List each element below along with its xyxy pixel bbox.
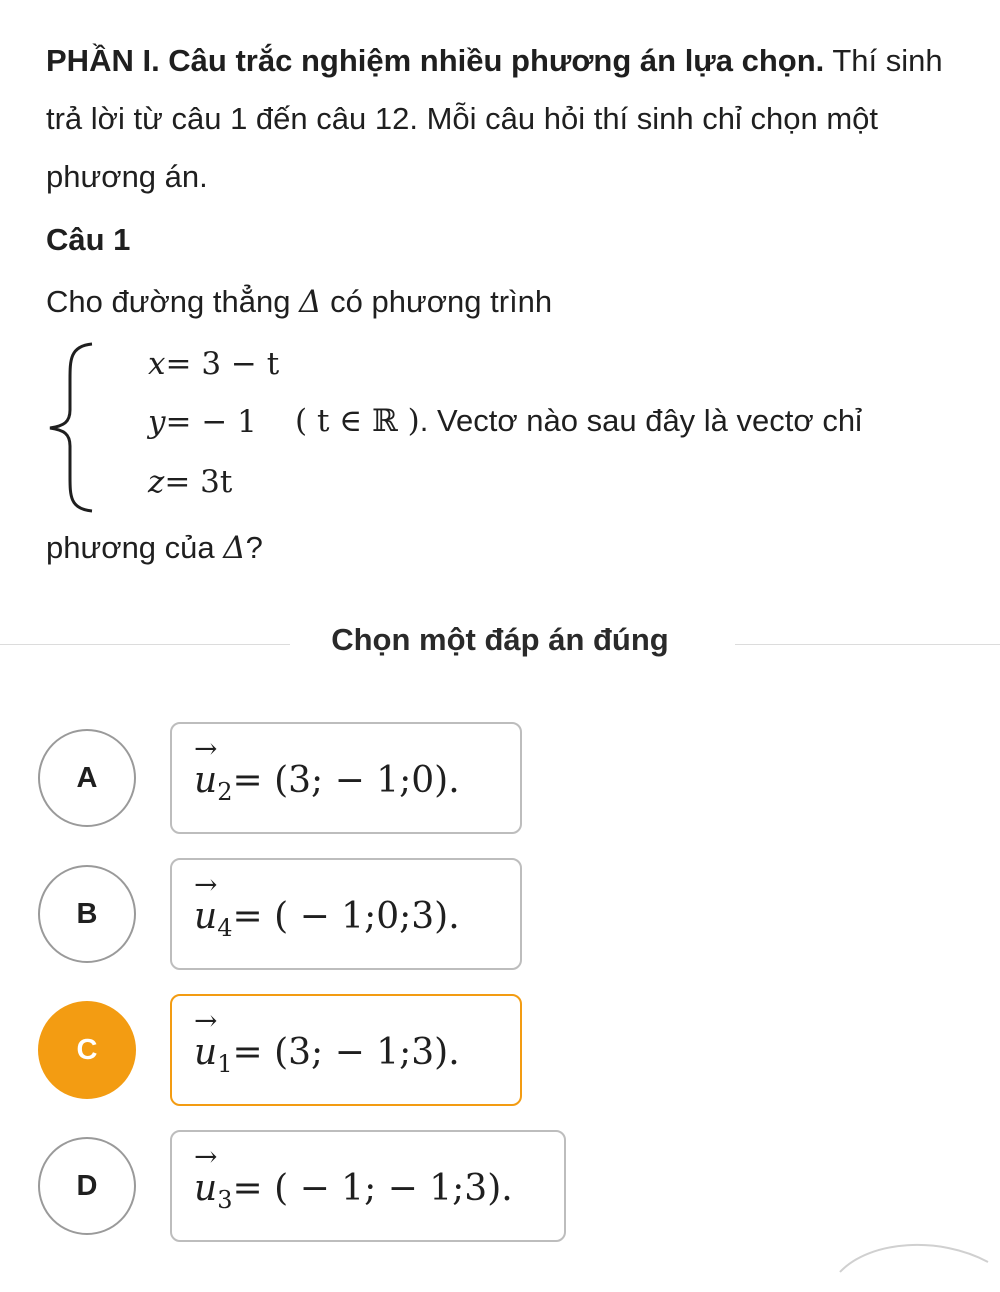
section-title-bold: PHẦN I. Câu trắc nghiệm nhiều phương án lựa chọn. [46,43,825,78]
option-b-answer [194,868,460,943]
answer-prompt: Chọn một đáp án đúng [331,622,669,657]
option-d-vector-name: u [194,1168,218,1209]
equation-z-rhs: = 3t [164,464,233,500]
option-d-vector [194,1140,233,1215]
equation-y-lhs: y [148,404,166,440]
option-b-box[interactable] [170,858,522,970]
parameter-line [295,403,862,439]
equation-y [148,404,257,440]
option-d-answer [194,1140,513,1215]
option-a-vector-name: u [194,760,218,801]
parameter-math: ( t ∈ ℝ ) [295,403,420,439]
option-c-vector [194,1004,233,1079]
option-c-value: = (3; − 1;3). [232,1032,460,1073]
equation-z [148,464,232,500]
option-c-box[interactable] [170,994,522,1106]
question-label: Câu 1 [46,222,131,257]
option-b-letter[interactable]: B [38,865,136,963]
option-c-letter[interactable]: C [38,1001,136,1099]
option-c-vector-index: 1 [217,1050,233,1079]
option-b-vector [194,868,233,943]
question-mark: ? [245,530,263,565]
question-intro [46,284,552,320]
vector-arrow-icon: → [194,1140,218,1173]
equation-y-rhs: = − 1 [165,404,257,440]
option-b-value: = ( − 1;0;3). [232,896,460,937]
option-a-box[interactable] [170,722,522,834]
question-intro-text: Cho đường thẳng [46,284,291,319]
section-title [46,32,966,206]
option-a-vector-index: 2 [217,778,233,807]
option-b-vector-index: 4 [217,914,233,943]
equation-z-lhs: z [148,464,165,500]
question-ending [46,530,263,566]
option-a-letter[interactable]: A [38,729,136,827]
equation-x [148,346,279,382]
vector-arrow-icon: → [194,732,218,765]
vector-arrow-icon: → [194,868,218,901]
option-a-answer [194,732,460,807]
question-intro-text-2: có phương trình [330,284,553,319]
delta-symbol: Δ [299,284,322,320]
question-continuation: . Vectơ nào sau đây là vectơ chỉ [419,403,862,438]
option-d-value: = ( − 1; − 1;3). [232,1168,513,1209]
equation-x-lhs: x [148,346,166,382]
divider-line-right [735,644,1000,645]
option-d-vector-index: 3 [217,1186,233,1215]
vector-arrow-icon: → [194,1004,218,1037]
equation-x-rhs: = 3 − t [165,346,280,382]
option-a-vector [194,732,233,807]
option-c-vector-name: u [194,1032,218,1073]
question-ending-text: phương của [46,530,215,565]
option-d-letter[interactable]: D [38,1137,136,1235]
brace-icon [40,340,100,515]
delta-symbol-2: Δ [223,530,246,566]
answer-divider [0,620,1000,670]
option-a-value: = (3; − 1;0). [232,760,460,801]
section-title-rest: Thí sinh trả lời từ câu 1 đến câu 12. Mỗi câu hỏi thí sinh chỉ chọn một phương án. [46,43,943,194]
next-option-edge [830,1232,990,1292]
option-c-answer [194,1004,460,1079]
option-b-vector-name: u [194,896,218,937]
option-d-box[interactable] [170,1130,566,1242]
